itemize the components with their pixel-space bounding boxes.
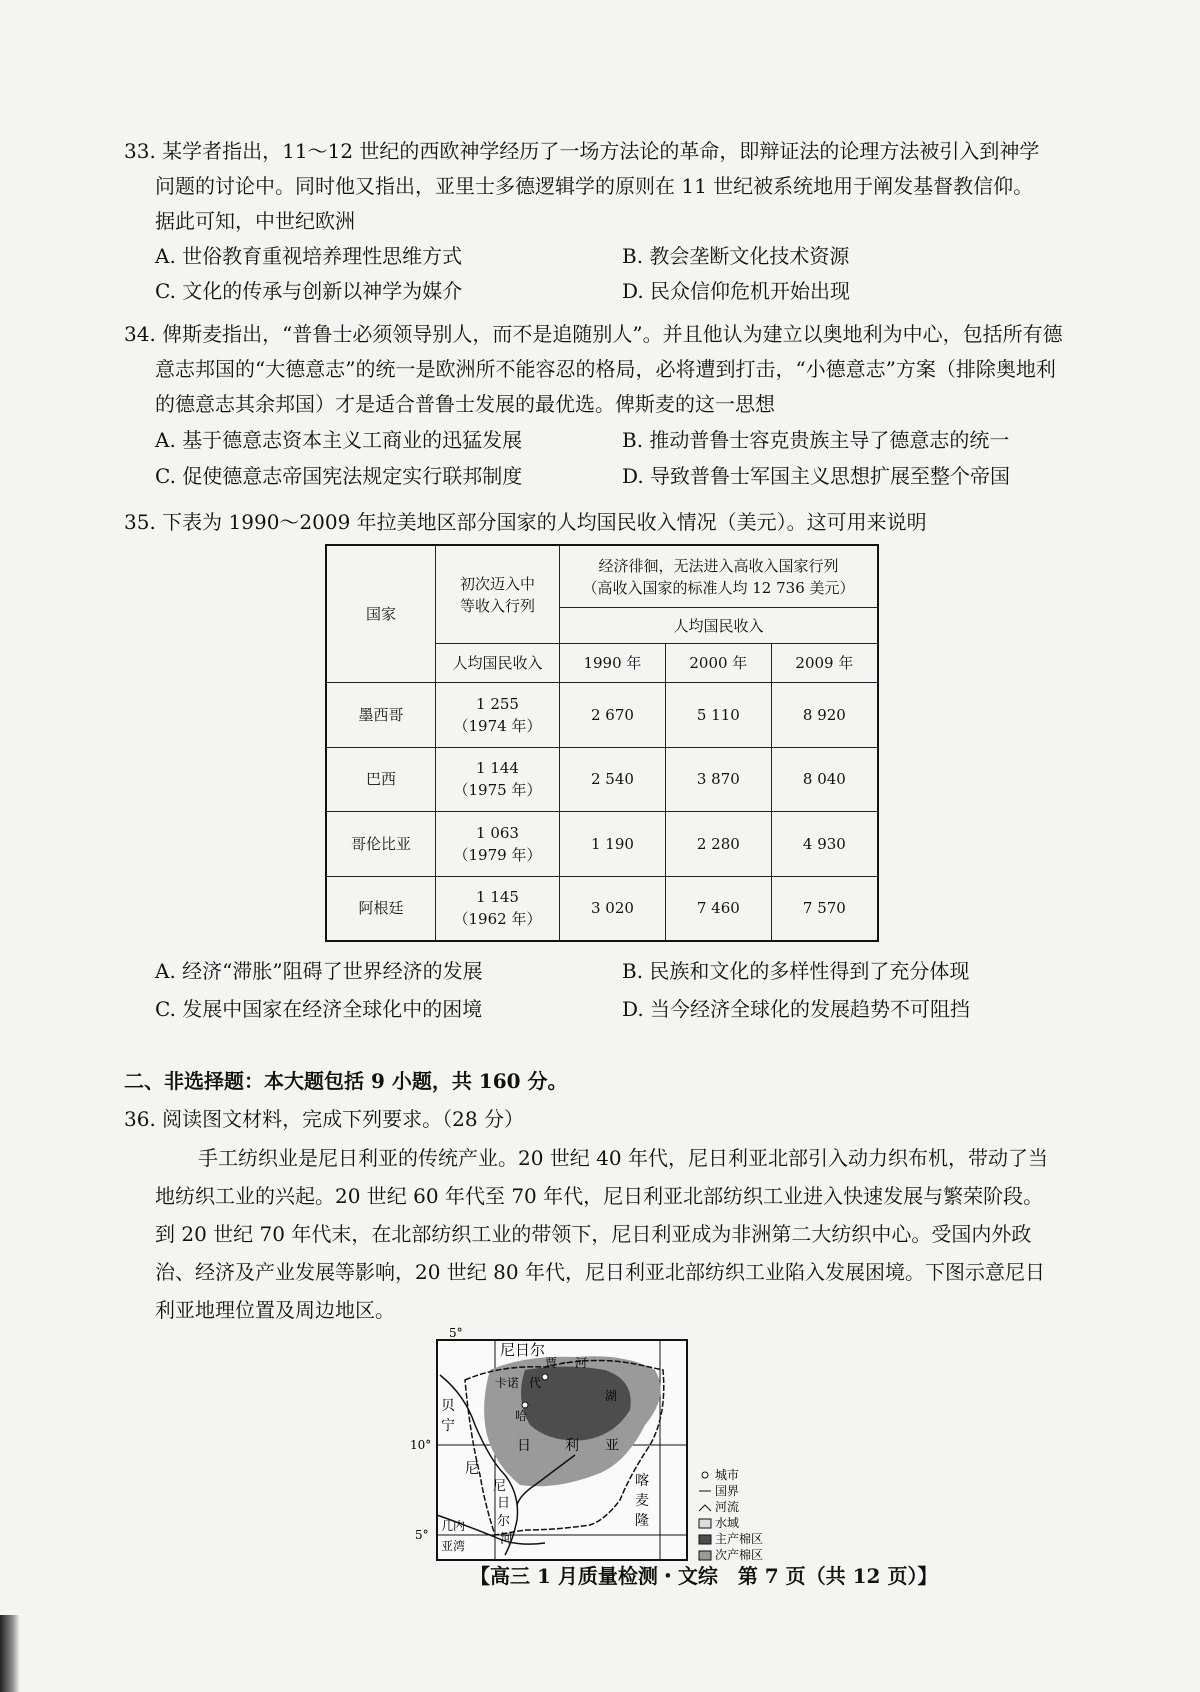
nigeria-label-4: 亚 xyxy=(605,1438,619,1454)
kaduna-label: 哈 xyxy=(515,1409,528,1423)
legend-water: 水域 xyxy=(715,1516,740,1530)
value-cell: 8 040 xyxy=(771,747,878,812)
first-income-cell xyxy=(436,876,560,941)
first-income-year: （1974 年） xyxy=(453,716,542,735)
first-income-value: 1 255 xyxy=(476,694,519,713)
country-cell: 墨西哥 xyxy=(326,682,436,747)
niger-country-label: 尼日尔 xyxy=(500,1341,546,1359)
legend-border: 国界 xyxy=(715,1484,740,1498)
country-cell: 哥伦比亚 xyxy=(326,812,436,877)
cameroon-label-3: 隆 xyxy=(635,1513,649,1529)
value-cell: 2 670 xyxy=(560,682,666,747)
lat-label-5: 5° xyxy=(415,1528,429,1542)
q36-para-line-1: 手工纺织业是尼日利亚的传统产业。20 世纪 40 年代，尼日利亚北部引入动力织布机，带动了当 xyxy=(198,1146,1048,1170)
first-income-value: 1 144 xyxy=(476,759,519,778)
value-cell: 2 540 xyxy=(560,747,666,812)
nigeria-label-1: 尼 xyxy=(465,1461,479,1477)
river-label-1: 贾 xyxy=(545,1356,558,1370)
river-label-3: 河 xyxy=(575,1356,588,1370)
niger-river-label-4: 河 xyxy=(500,1532,514,1547)
q35-option-b[interactable]: B. 民族和文化的多样性得到了充分体现 xyxy=(622,959,970,983)
city-kaduna-marker xyxy=(522,1402,528,1408)
gulf-label-2: 亚湾 xyxy=(441,1539,466,1553)
q33-option-b[interactable]: B. 教会垄断文化技术资源 xyxy=(622,244,850,268)
q36-stem: 36. 阅读图文材料，完成下列要求。（28 分） xyxy=(124,1107,524,1131)
year-1990-header: 1990 年 xyxy=(560,644,666,682)
legend-city-symbol xyxy=(702,1472,708,1478)
q35-option-a[interactable]: A. 经济“滞胀”阻碍了世界经济的发展 xyxy=(155,959,483,983)
stagnant-header xyxy=(560,545,879,608)
benin-label-1: 贝 xyxy=(441,1398,455,1414)
q33-option-d[interactable]: D. 民众信仰危机开始出现 xyxy=(622,279,851,303)
q34-option-b[interactable]: B. 推动普鲁士容克贵族主导了德意志的统一 xyxy=(622,428,1010,452)
benin-label-2: 宁 xyxy=(441,1418,455,1434)
mid-income-header-line-1: 初次迈入中 xyxy=(459,574,535,593)
kano-label-1: 代 xyxy=(529,1376,542,1390)
table-row xyxy=(326,876,878,941)
legend-main-cotton-symbol xyxy=(699,1535,711,1544)
value-cell: 4 930 xyxy=(771,812,878,877)
nigeria-label-3: 利 xyxy=(565,1438,579,1454)
lat-label-10: 10° xyxy=(410,1438,432,1452)
cameroon-label-2: 麦 xyxy=(635,1493,649,1509)
legend-city: 城市 xyxy=(715,1468,740,1482)
niger-river-label-3: 尔 xyxy=(497,1514,511,1529)
value-cell: 2 280 xyxy=(665,812,771,877)
value-cell: 3 870 xyxy=(665,747,771,812)
first-income-year: （1975 年） xyxy=(453,781,542,800)
q36-para-line-3: 到 20 世纪 70 年代末，在北部纺织工业的带领下，尼日利亚成为非洲第二大纺织中心。受国内外政 xyxy=(155,1222,1032,1246)
q36-para-line-2: 地纺织工业的兴起。20 世纪 60 年代至 70 年代，尼日利亚北部纺织工业进入快速发展与繁荣阶段。 xyxy=(155,1184,1044,1208)
nigeria-map xyxy=(405,1325,805,1565)
legend-secondary-cotton: 次产棉区 xyxy=(715,1548,764,1562)
legend-secondary-cotton-symbol xyxy=(699,1551,711,1560)
stagnant-header-line-1: 经济徘徊，无法进入高收入国家行列 xyxy=(598,556,839,575)
lat-label-top: 5° xyxy=(449,1326,463,1340)
first-income-year: （1979 年） xyxy=(453,845,542,864)
kano-label-2: 卡诺 xyxy=(495,1376,520,1390)
q33-option-a[interactable]: A. 世俗教育重视培养理性思维方式 xyxy=(155,244,463,268)
q34-option-a[interactable]: A. 基于德意志资本主义工商业的迅猛发展 xyxy=(155,428,523,452)
q33-line-1: 33. 某学者指出，11～12 世纪的西欧神学经历了一场方法论的革命，即辩证法的论理方法被引入到神学 xyxy=(124,139,1040,163)
gni-sub-header: 人均国民收入 xyxy=(436,644,560,682)
year-2000-header: 2000 年 xyxy=(665,644,771,682)
value-cell: 5 110 xyxy=(665,682,771,747)
value-cell: 3 020 xyxy=(560,876,666,941)
country-cell: 阿根廷 xyxy=(326,876,436,941)
table-row xyxy=(326,747,878,812)
first-income-cell xyxy=(436,812,560,877)
country-header: 国家 xyxy=(326,545,436,682)
value-cell: 7 460 xyxy=(665,876,771,941)
year-2009-header: 2009 年 xyxy=(771,644,878,682)
legend-river: 河流 xyxy=(715,1500,740,1514)
q33-line-3: 据此可知，中世纪欧洲 xyxy=(155,209,355,233)
q33-line-2: 问题的讨论中。同时他又指出，亚里士多德逻辑学的原则在 11 世纪被系统地用于阐发基督教信仰。 xyxy=(155,174,1034,198)
value-cell: 7 570 xyxy=(771,876,878,941)
legend-river-symbol xyxy=(699,1505,711,1511)
map-legend xyxy=(699,1468,763,1562)
q33-option-c[interactable]: C. 文化的传承与创新以神学为媒介 xyxy=(155,279,463,303)
country-cell: 巴西 xyxy=(326,747,436,812)
q36-para-line-4: 治、经济及产业发展等影响，20 世纪 80 年代，尼日利亚北部纺织工业陷入发展困境。下图示意尼日 xyxy=(155,1260,1045,1284)
cameroon-label-1: 喀 xyxy=(635,1473,649,1489)
q34-option-d[interactable]: D. 导致普鲁士军国主义思想扩展至整个帝国 xyxy=(622,464,1011,488)
q35-option-c[interactable]: C. 发展中国家在经济全球化中的困境 xyxy=(155,997,483,1021)
mid-income-header xyxy=(436,545,560,644)
river-label-2: 一 xyxy=(560,1356,573,1370)
q34-line-2: 意志邦国的“大德意志”的统一是欧洲所不能容忍的格局，必将遭到打击，“小德意志”方案（排除奥地利 xyxy=(155,357,1056,381)
niger-river-label-2: 日 xyxy=(497,1496,511,1511)
first-income-cell xyxy=(436,682,560,747)
scan-edge-shadow xyxy=(0,1615,20,1692)
nigeria-label-2: 日 xyxy=(517,1438,531,1454)
table-row xyxy=(326,682,878,747)
q34-option-c[interactable]: C. 促使德意志帝国宪法规定实行联邦制度 xyxy=(155,464,523,488)
mid-income-header-line-2: 等收入行列 xyxy=(459,596,535,615)
lake-label: 湖 xyxy=(605,1389,618,1403)
section-2-title: 二、非选择题：本大题包括 9 小题，共 160 分。 xyxy=(124,1069,568,1093)
value-cell: 8 920 xyxy=(771,682,878,747)
legend-main-cotton: 主产棉区 xyxy=(715,1532,764,1546)
legend-water-symbol xyxy=(699,1519,711,1528)
q35-stem: 35. 下表为 1990～2009 年拉美地区部分国家的人均国民收入情况（美元）。这可用来说明 xyxy=(124,510,927,534)
q35-option-d[interactable]: D. 当今经济全球化的发展趋势不可阻挡 xyxy=(622,997,971,1021)
first-income-value: 1 063 xyxy=(476,823,519,842)
table-row xyxy=(326,812,878,877)
stagnant-header-line-2: （高收入国家的标准人均 12 736 美元） xyxy=(582,578,855,597)
page-footer: 【高三 1 月质量检测・文综 第 7 页（共 12 页）】 xyxy=(470,1564,938,1588)
q36-para-line-5: 利亚地理位置及周边地区。 xyxy=(155,1298,395,1322)
first-income-value: 1 145 xyxy=(476,888,519,907)
income-table xyxy=(325,544,879,942)
gulf-label-1: 几内 xyxy=(441,1519,466,1533)
first-income-cell xyxy=(436,747,560,812)
first-income-year: （1962 年） xyxy=(453,910,542,929)
q34-line-1: 34. 俾斯麦指出，“普鲁士必须领导别人，而不是追随别人”。并且他认为建立以奥地利为中心，包括所有德 xyxy=(124,322,1063,346)
niger-river-label-1: 尼 xyxy=(493,1479,507,1494)
gni-header: 人均国民收入 xyxy=(560,608,879,644)
q34-line-3: 的德意志其余邦国）才是适合普鲁士发展的最优选。俾斯麦的这一思想 xyxy=(155,392,775,416)
value-cell: 1 190 xyxy=(560,812,666,877)
city-kano-marker xyxy=(542,1374,548,1380)
